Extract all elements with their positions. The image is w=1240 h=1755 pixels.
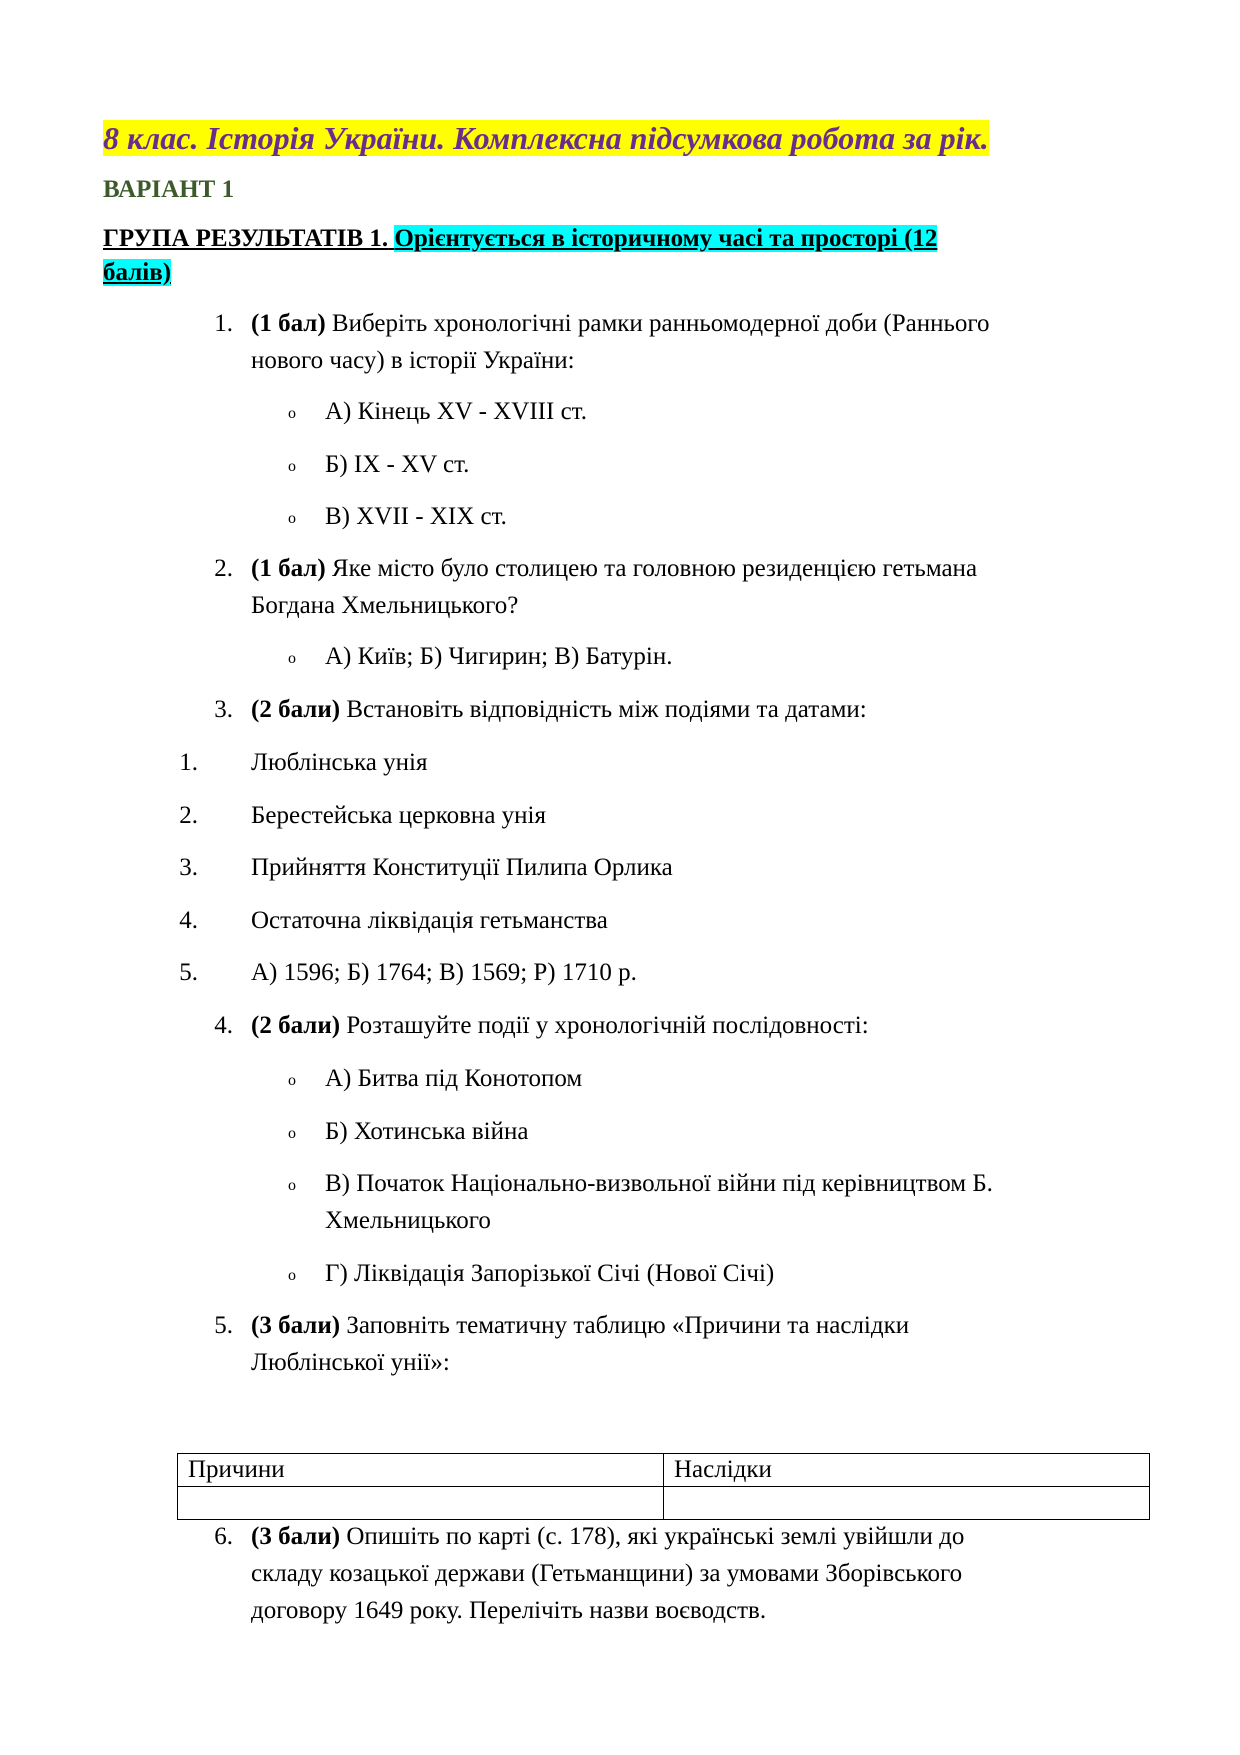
question-1-points: (1 бал) [251,310,326,337]
question-2-text-line1: Яке місто було столицею та головною резиденцією гетьмана [325,555,978,582]
document-title: 8 клас. Історія України. Комплексна підсумкова робота за рік. [103,120,989,156]
match-item-number: 1. [179,749,198,776]
question-6-text-line2: складу козацької держави (Гетьманщини) за умовами Зборівського [251,1560,963,1587]
question-5-number: 5. [214,1312,233,1339]
question-5-text-line2: Люблінської унії»: [251,1349,450,1376]
question-6-text-line3: договору 1649 року. Перелічіть назви воєводств. [251,1597,767,1624]
table-header-consequences: Наслідки [664,1454,1150,1487]
match-item-text: Люблінська унія [251,749,428,776]
question-4-option [325,1165,1155,1239]
bullet-icon: o [288,458,296,475]
table-header-causes: Причини [178,1454,664,1487]
table-cell-causes[interactable] [178,1487,664,1520]
question-4-option-line1: В) Початок Національно-визвольної війни під керівництвом Б. [325,1170,993,1197]
bullet-icon: o [288,650,296,667]
question-5-text-line1: Заповніть тематичну таблицю «Причини та наслідки [340,1312,910,1339]
question-4-text-line1: Розташуйте події у хронологічній послідовності: [340,1012,869,1039]
question-6-text-line1: Опишіть по карті (с. 178), які українські землі увійшли до [340,1523,965,1550]
question-4-points: (2 бали) [251,1012,341,1039]
question-4-option: Б) Хотинська війна [325,1118,529,1145]
question-5-text [251,1307,1151,1381]
question-1-text [251,305,1151,379]
table-cell-consequences[interactable] [664,1487,1150,1520]
question-3-text [251,691,1151,728]
question-4-option-line2: Хмельницького [325,1207,491,1234]
question-6-points: (3 бали) [251,1523,341,1550]
bullet-icon: o [288,1125,296,1142]
question-1-text-line2: нового часу) в історії України: [251,347,575,374]
group-highlight-line2: балів) [103,259,172,286]
match-item-text: А) 1596; Б) 1764; В) 1569; Р) 1710 р. [251,959,637,986]
question-5-points: (3 бали) [251,1312,341,1339]
question-3-text-line1: Встановіть відповідність між подіями та датами: [340,696,867,723]
bullet-icon: o [288,405,296,422]
question-1-option: В) XVII - XIX ст. [325,503,507,530]
match-item-number: 4. [179,907,198,934]
question-1-text-line1: Виберіть хронологічні рамки ранньомодерної доби (Раннього [325,310,990,337]
group-heading [103,222,1113,290]
bullet-icon: o [288,1072,296,1089]
bullet-icon: o [288,510,296,527]
causes-consequences-table [177,1453,1150,1520]
question-4-option: А) Битва під Конотопом [325,1065,583,1092]
question-2-number: 2. [214,555,233,582]
match-item-text: Остаточна ліквідація гетьманства [251,907,608,934]
match-item-number: 5. [179,959,198,986]
group-highlight-line1: Орієнтується в історичному часі та просторі (12 [394,225,938,252]
match-item-text: Берестейська церковна унія [251,802,546,829]
table-header-row [178,1454,1150,1487]
variant-heading: ВАРІАНТ 1 [103,176,235,203]
question-2-points: (1 бал) [251,555,326,582]
question-1-option: Б) IX - XV ст. [325,451,470,478]
question-3-points: (2 бали) [251,696,341,723]
table-row [178,1487,1150,1520]
match-item-number: 2. [179,802,198,829]
question-4-text [251,1007,1151,1044]
question-1-option: А) Кінець XV - XVIII ст. [325,398,587,425]
question-2-text [251,550,1151,624]
question-1-number: 1. [214,310,233,337]
group-prefix: ГРУПА РЕЗУЛЬТАТІВ 1. [103,225,389,252]
bullet-icon: o [288,1267,296,1284]
question-6-number: 6. [214,1523,233,1550]
match-item-text: Прийняття Конституції Пилипа Орлика [251,854,673,881]
bullet-icon: o [288,1177,296,1194]
question-2-text-line2: Богдана Хмельницького? [251,592,519,619]
question-2-option: А) Київ; Б) Чигирин; В) Батурін. [325,643,673,670]
question-3-number: 3. [214,696,233,723]
match-item-number: 3. [179,854,198,881]
question-6-text [251,1518,1151,1629]
question-4-option: Г) Ліквідація Запорізької Січі (Нової Січі) [325,1260,775,1287]
question-4-number: 4. [214,1012,233,1039]
